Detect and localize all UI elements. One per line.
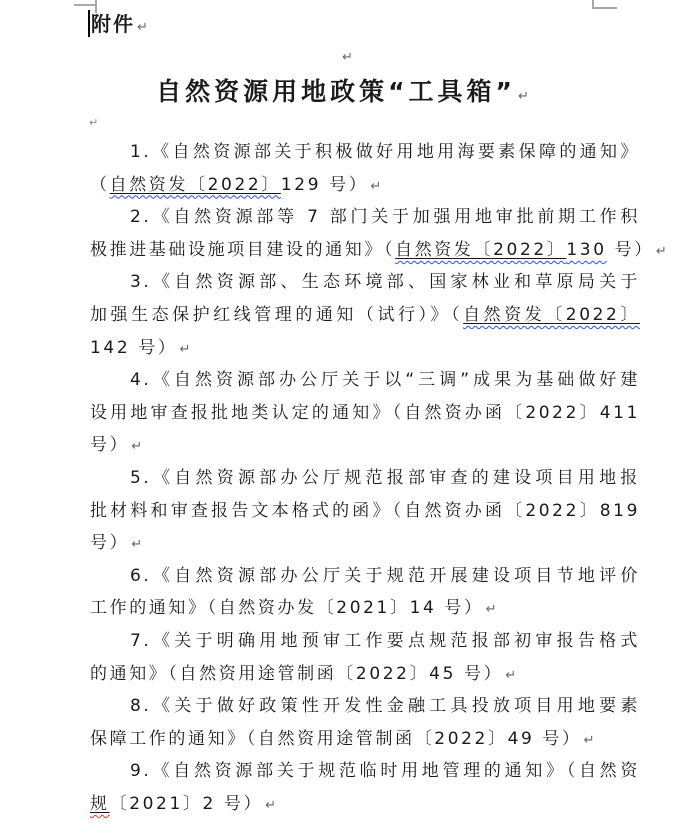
text-segment: 3.《自然资源部、生态环境部、国家林业和草原局关于 <box>130 272 640 293</box>
paragraph-mark-icon: ↵ <box>89 116 99 129</box>
text-segment: 号） <box>606 239 654 260</box>
text-line[interactable] <box>90 625 640 658</box>
attachment-label: 附件 <box>91 12 135 36</box>
text-segment: （ <box>90 174 110 195</box>
underlined-text: 自然资发〔2022〕 <box>109 174 281 195</box>
text-line[interactable] <box>90 364 640 397</box>
text-segment: 8.《关于做好政策性开发性金融工具投放项目用地要素 <box>130 696 640 717</box>
text-segment: 5.《自然资源部办公厅规范报部审查的建设项目用地报 <box>130 467 640 488</box>
paragraph-mark-icon: ↵ <box>179 341 191 357</box>
crop-mark-top-left-horizontal <box>74 4 97 6</box>
text-line[interactable] <box>90 690 640 723</box>
text-line[interactable] <box>90 169 640 202</box>
text-line[interactable] <box>90 560 640 593</box>
text-segment: 129 号） <box>280 174 369 195</box>
doc-number-flagged-blue <box>463 305 640 325</box>
text-segment: 极推进基础设施项目建设的通知》（ <box>90 239 396 260</box>
underlined-text: 规 <box>90 793 110 814</box>
text-segment: 142 号） <box>90 337 178 358</box>
document-title: 自然资源用地政策“工具箱” <box>156 77 516 106</box>
paragraph-mark-icon: ↵ <box>370 178 382 194</box>
paragraph-mark-icon: ↵ <box>485 602 497 618</box>
paragraph-mark-icon: ↵ <box>265 797 276 813</box>
text-segment: 的通知》（自然资用途管制函〔2022〕45 号） <box>90 663 504 684</box>
doc-number-flagged-red <box>90 794 110 814</box>
text-line[interactable] <box>90 234 667 267</box>
paragraph-mark-icon: ↵ <box>517 89 529 104</box>
text-line[interactable] <box>90 658 640 691</box>
document-title-line[interactable] <box>0 72 685 108</box>
text-line[interactable] <box>90 723 640 756</box>
paragraph-mark-icon: ↵ <box>655 243 667 259</box>
text-segment: 4.《自然资源部办公厅关于以“三调”成果为基础做好建 <box>130 370 640 391</box>
text-line[interactable] <box>90 592 640 625</box>
text-segment: 号） <box>90 435 130 456</box>
paragraph-mark-icon: ↵ <box>505 667 517 683</box>
text-line[interactable] <box>90 266 640 299</box>
text-line[interactable] <box>90 397 640 430</box>
text-segment: 加强生态保护红线管理的通知（试行）》（ <box>90 304 464 325</box>
text-segment: 保障工作的通知》（自然资用途管制函〔2022〕49 号） <box>90 728 582 749</box>
text-segment: 批材料和审查报告文本格式的函》（自然资办函〔2022〕819 <box>90 500 640 521</box>
paragraph-mark-icon: ↵ <box>342 50 353 65</box>
text-segment: 设用地审查报批地类认定的通知》（自然资办函〔2022〕411 <box>90 402 640 423</box>
paragraph-mark-icon: ↵ <box>583 732 595 748</box>
underlined-text: 自然资发〔2022〕 <box>463 304 641 325</box>
text-segment: 1.《自然资源部关于积极做好用地用海要素保障的通知》 <box>130 142 640 162</box>
text-segment: 7.《关于明确用地预审工作要点规范报部初审报告格式 <box>130 630 640 651</box>
doc-number-flagged-blue: 130 <box>566 239 607 260</box>
text-line[interactable] <box>90 201 640 234</box>
text-line[interactable] <box>90 527 640 560</box>
paragraph-mark-icon: ↵ <box>137 20 148 35</box>
text-line[interactable] <box>90 755 640 788</box>
text-line[interactable] <box>90 788 640 821</box>
text-line[interactable] <box>90 299 640 332</box>
underlined-text: 自然资发〔2022〕 <box>395 239 567 260</box>
doc-number-flagged-blue <box>395 240 566 260</box>
text-line[interactable] <box>90 332 640 365</box>
text-line[interactable] <box>90 495 640 528</box>
text-segment: 〔2021〕2 号） <box>109 793 264 814</box>
text-segment: 号） <box>90 533 130 554</box>
document-lines[interactable] <box>90 136 667 820</box>
crop-mark-top-right-horizontal <box>592 7 617 9</box>
text-cursor <box>88 10 90 37</box>
text-segment: 6.《自然资源部办公厅关于规范开展建设项目节地评价 <box>130 565 640 586</box>
paragraph-mark-icon: ↵ <box>131 537 143 553</box>
attachment-label-line[interactable] <box>91 8 148 37</box>
paragraph-mark-icon: ↵ <box>131 439 143 455</box>
text-segment: 2.《自然资源部等 7 部门关于加强用地审批前期工作积 <box>130 207 640 228</box>
text-segment: 9.《自然资源部关于规范临时用地管理的通知》（自然资 <box>130 761 640 782</box>
doc-number-flagged-blue <box>110 175 281 195</box>
text-line[interactable] <box>90 462 640 495</box>
text-line[interactable] <box>90 429 640 462</box>
text-line[interactable] <box>90 136 640 169</box>
text-segment: 工作的通知》（自然资办发〔2021〕14 号） <box>90 598 484 619</box>
